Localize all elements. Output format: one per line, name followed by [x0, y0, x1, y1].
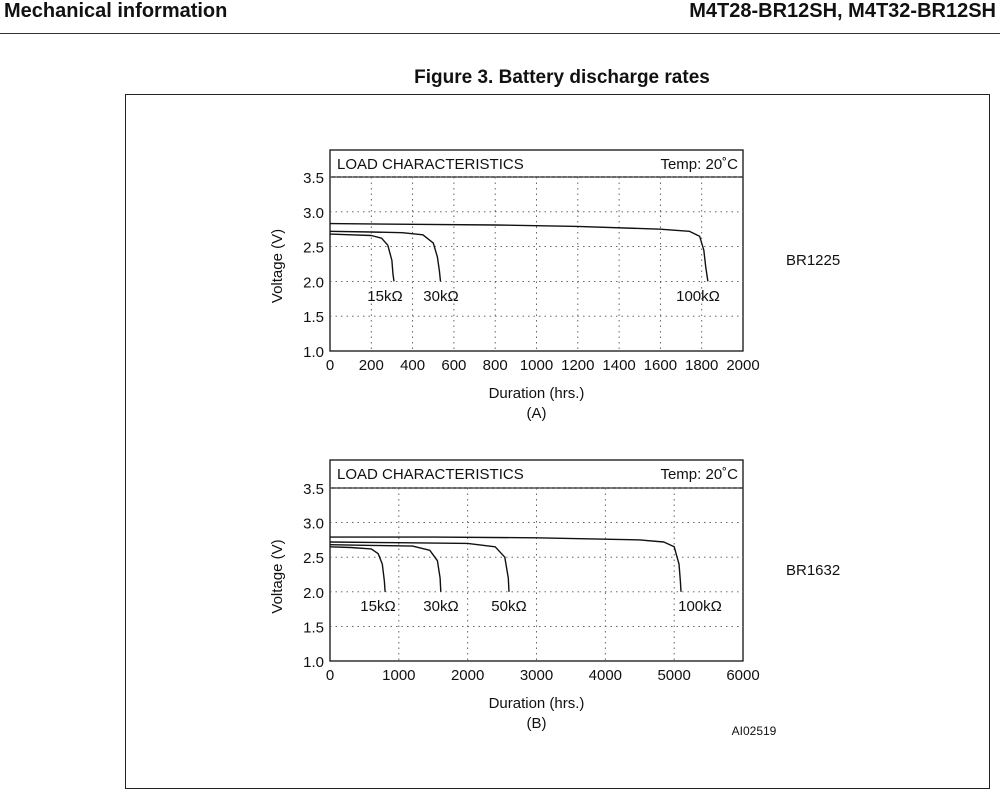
- series-label: 30kΩ: [423, 288, 459, 305]
- y-tick-label: 1.5: [303, 309, 324, 327]
- y-tick-label: 3.5: [303, 481, 324, 498]
- battery-model-label: BR1632: [786, 562, 841, 579]
- x-tick-label: 2000: [726, 357, 760, 374]
- series-label: 15kΩ: [367, 288, 403, 305]
- x-tick-label: 1600: [643, 357, 678, 374]
- y-axis-label: Voltage (V): [269, 539, 286, 614]
- series-line-0: [330, 234, 394, 281]
- x-tick-label: 5000: [657, 667, 691, 684]
- series-label: 50kΩ: [491, 598, 527, 615]
- y-tick-label: 2.5: [303, 239, 324, 257]
- series-label: 100kΩ: [676, 288, 720, 305]
- x-tick-label: 4000: [588, 667, 623, 684]
- y-axis-label: Voltage (V): [269, 228, 286, 304]
- y-tick-label: 1.0: [303, 654, 324, 671]
- series-line-1: [330, 545, 441, 592]
- header-section-title: Mechanical information: [4, 0, 228, 22]
- y-tick-label: 2.0: [303, 584, 324, 602]
- x-axis-label: Duration (hrs.): [488, 695, 585, 712]
- x-tick-label: 6000: [726, 667, 760, 684]
- x-tick-label: 1800: [685, 357, 719, 374]
- y-tick-label: 1.0: [303, 344, 324, 361]
- series-label: 100kΩ: [678, 598, 722, 615]
- x-tick-label: 1200: [561, 357, 595, 374]
- temperature-label: Temp: 20˚C: [660, 466, 738, 483]
- x-tick-label: 400: [400, 357, 426, 374]
- y-tick-label: 3.0: [303, 204, 324, 222]
- y-tick-label: 3.5: [303, 170, 324, 187]
- x-tick-label: 2000: [450, 667, 485, 684]
- panel-label: (A): [526, 405, 547, 422]
- y-tick-label: 2.0: [303, 274, 324, 292]
- x-tick-label: 200: [358, 357, 384, 374]
- chart-panel-0: [330, 150, 743, 351]
- series-line-0: [330, 547, 385, 592]
- temperature-label: Temp: 20˚C: [660, 156, 738, 173]
- x-tick-label: 0: [325, 357, 335, 374]
- x-axis-label: Duration (hrs.): [488, 385, 585, 402]
- x-tick-label: 800: [482, 357, 508, 374]
- x-tick-label: 0: [325, 667, 335, 684]
- x-tick-label: 3000: [519, 667, 554, 684]
- figure-id-code: AI02519: [731, 724, 777, 738]
- y-tick-label: 3.0: [303, 515, 324, 533]
- chart-title: LOAD CHARACTERISTICS: [337, 156, 524, 173]
- header-part-numbers: M4T28-BR12SH, M4T32-BR12SH: [689, 0, 996, 22]
- x-tick-label: 1400: [602, 357, 636, 374]
- x-tick-label: 600: [441, 357, 467, 374]
- chart-title: LOAD CHARACTERISTICS: [337, 466, 524, 483]
- series-label: 15kΩ: [360, 598, 396, 615]
- y-tick-label: 1.5: [303, 619, 324, 637]
- y-tick-label: 2.5: [303, 550, 324, 568]
- series-line-1: [330, 231, 441, 281]
- chart-panel-1: [330, 460, 743, 661]
- series-label: 30kΩ: [423, 598, 459, 615]
- battery-model-label: BR1225: [786, 252, 841, 269]
- x-tick-label: 1000: [382, 667, 416, 684]
- figure-title: Figure 3. Battery discharge rates: [414, 67, 710, 88]
- series-line-2: [330, 542, 509, 592]
- panel-label: (B): [526, 715, 547, 732]
- x-tick-label: 1000: [519, 357, 554, 374]
